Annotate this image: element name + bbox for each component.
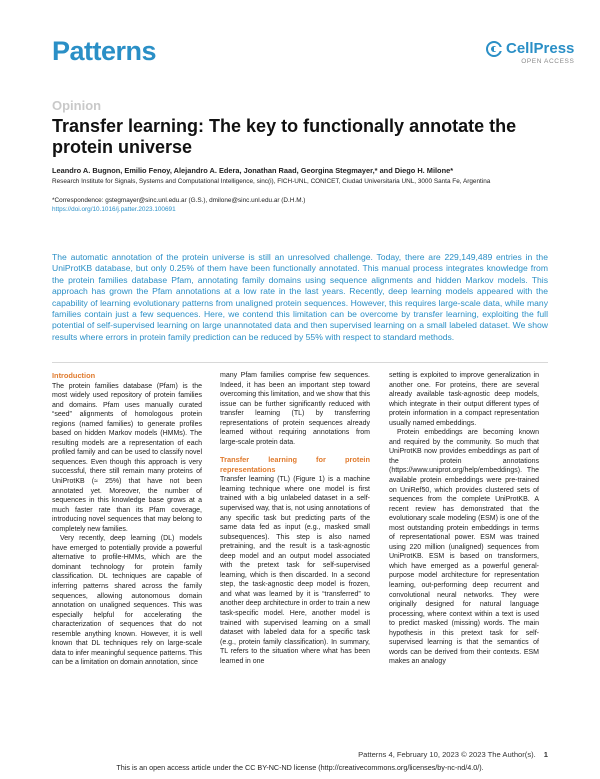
divider: [52, 362, 548, 363]
paragraph: many Pfam families comprise few sequences. Indeed, it has been an important step toward overcoming this limitation, and we show that this issue can be further significantly reduced with transfer learning (TL) by transferring representations of protein sequences already learned without requiring annotations from large-scale protein data.: [220, 372, 370, 446]
author-list: Leandro A. Bugnon, Emilio Fenoy, Alejandro A. Edera, Jonathan Raad, Georgina Stegmayer,* and Diego H. Milone*: [52, 166, 454, 175]
paragraph: Very recently, deep learning (DL) models have emerged to potentially provide a powerful alternative to profile-HMMs, which are the dominant technology for protein family classification. DL techniques are capable of inferring patterns shared across the family sequences, allowing autonomous domain annotation on unaligned sequences. This was especially helpful for accelerating the characterization of sequences that do not resemble anything known. However, it is well known that DL techniques rely on large-scale data to infer meaningful sequence patterns. This can be a limitation on domain annotation, since: [52, 535, 202, 667]
paragraph: Transfer learning (TL) (Figure 1) is a machine learning technique where one model is first trained with a big unlabeled dataset in a self-supervised way, that is, not using annotations of any specific task but predicting parts of the same data fed as input (e.g., masked small subsequences). This step is also named pretraining, and the result is a task-agnostic deep model and an output model associated with the pretext task for self-supervised learning, which is then discarded. In a second step, the task-agnostic deep model is frozen, and what was learned by it is “transferred” to another deep architecture in order to train a new task-specific model. Here, another model is trained with supervised learning on a small dataset with labeled data for a specific task (e.g., protein family classification). In summary, TL refers to the situation where what has been learned in one: [220, 476, 370, 665]
journal-name: Patterns: [52, 36, 157, 66]
citation: Patterns 4, February 10, 2023 © 2023 The Author(s).: [358, 750, 536, 759]
article-type: Opinion: [52, 98, 102, 113]
publisher-name: CellPress: [506, 40, 575, 57]
section-heading-transfer-learning: Transfer learning for protein representations: [220, 455, 370, 474]
paragraph: The protein families database (Pfam) is the most widely used repository of protein families and domains. Pfam uses manually curated “seed” alignments of homologous protein regions (named families) to generate profiles based on hidden Markov models (HMMs). The resulting models are a representation of each profiled family and can be used to classify novel sequences. Even though this approach is very successful, there still remain many proteins of UniProtKB (≈ 25%) that have not been annotated yet. Moreover, the number of sequences in this knowledge base grows at a much faster rate than its Pfam coverage, introducing novel sequences that may belong to completely new families.: [52, 382, 202, 533]
column-1: [52, 371, 202, 668]
doi-link[interactable]: https://doi.org/10.1016/j.patter.2023.100691: [52, 206, 176, 213]
page-number: 1: [543, 750, 548, 759]
article-title: Transfer learning: The key to functionally annotate the protein universe: [52, 116, 517, 157]
cellpress-logo-icon: [486, 41, 502, 57]
paragraph: Protein embeddings are becoming known and required by the community. So much that UniProtKB now provides embeddings as part of the protein annotations (https://www.uniprot.org/help/embeddings). The available protein embeddings were pre-trained on UniRef50, which provides clustered sets of sequences from the complete UniProtKB. A recent review has demonstrated that the evolutionary scale modeling (ESM) is one of the most outstanding protein embeddings in terms of representational power. ESM was trained using 220 million (unaligned) sequences from UniProtKB. ESM is based on transformers, which have emerged as a powerful general-purpose model architecture for representation learning, out-performing deep recurrent and convolutional neural networks. They were originally designed for natural language processing, where context within a text is used to predict masked (missing) words. The main hypothesis in this pretext task for self-supervised learning is that the semantics of words can be derived from their contexts. ESM makes an analogy: [389, 429, 539, 666]
page-footer: [358, 750, 548, 759]
affiliation: Research Institute for Signals, Systems and Computational Intelligence, sinc(i), FICH-UNL, CONICET, Ciudad Universitaria UNL, 3000 Santa Fe, Argentina: [52, 178, 491, 185]
publisher-logo: [486, 40, 574, 65]
column-3: [389, 371, 539, 667]
correspondence: *Correspondence: gstegmayer@sinc.unl.edu.ar (G.S.), dmilone@sinc.unl.edu.ar (D.H.M.): [52, 197, 306, 204]
abstract: The automatic annotation of the protein universe is still an unresolved challenge. Today, there are 229,149,489 entries in the UniProtKB database, but only 0.25% of them have been functionally annotated. This manual process integrates knowledge from the protein families database Pfam, annotating family domains using sequence alignments and hidden Markov models. This approach has grown the Pfam annotations at a low rate in the last years. Recently, deep learning models appeared with the capability of learning evolutionary patterns from unaligned protein sequences. However, this requires large-scale data, while many families contain just a few sequences. Here, we contend this limitation can be overcome by transfer learning, exploiting the full potential of self-supervised learning on large unannotated data and then supervised learning on a small labeled dataset. We show results where errors in protein family prediction can be reduced by 55% with respect to standard methods.: [52, 252, 548, 342]
paragraph: setting is exploited to improve generalization in another one. For proteins, there are several already available task-agnostic deep models, which integrate in their output different types of protein information in a compact representation usually named embeddings.: [389, 372, 539, 427]
column-2: [220, 371, 370, 666]
license-notice: This is an open access article under the CC BY-NC-ND license (http://creativecommons.org/licenses/by-nc-nd/4.0/).: [116, 763, 484, 772]
open-access-label: OPEN ACCESS: [521, 58, 575, 65]
section-heading-introduction: Introduction: [52, 371, 96, 380]
